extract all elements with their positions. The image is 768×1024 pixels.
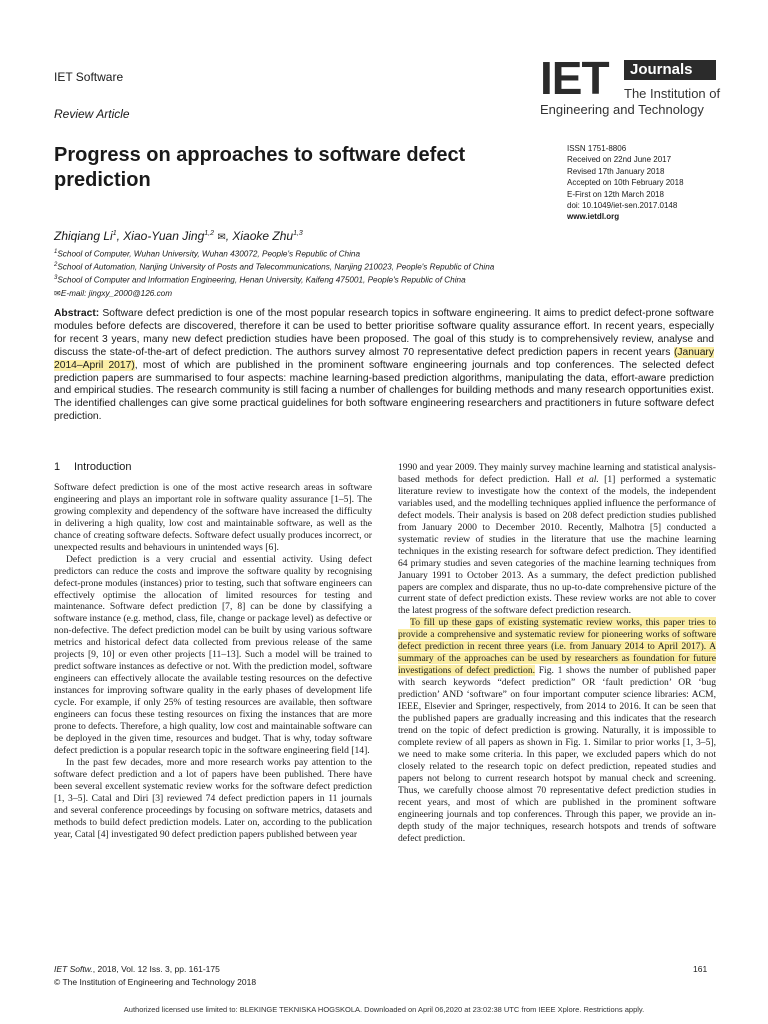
author-separator: , xyxy=(116,229,124,243)
accepted-date: Accepted on 10th February 2018 xyxy=(567,178,684,188)
section-title: Introduction xyxy=(74,461,132,473)
highlighted-text: To fill up these gaps of existing systematic review works, this paper tries to provide a comprehensive and systematic review for pioneering works of software defect prediction in recent three years (i.e. from January 2014 to April 2017). A summary of the approaches can be used by researchers as foundation for future investigations of defect prediction. xyxy=(398,617,716,677)
affiliation-text: School of Computer and Information Engineering, Henan University, Kaifeng 475001, People's Republic of China xyxy=(57,275,466,285)
author-name: Xiao-Yuan Jing xyxy=(123,229,205,243)
journal-name: IET Software xyxy=(54,70,124,84)
affiliation-text: School of Automation, Nanjing University of Posts and Telecommunications, Nanjing 210023, People's Republic of China xyxy=(57,262,495,272)
issn: ISSN 1751-8806 xyxy=(567,144,627,153)
paper-title: Progress on approaches to software defect prediction xyxy=(54,144,466,191)
body-paragraph xyxy=(398,462,716,617)
logo-iet-text: IET xyxy=(540,52,609,104)
affiliation xyxy=(54,262,704,272)
affiliation-text: School of Computer, Wuhan University, Wuhan 430072, People's Republic of China xyxy=(57,249,361,259)
author-name: Xiaoke Zhu xyxy=(232,229,294,243)
body-paragraph: Software defect prediction is one of the most active research areas in software engineering and plays an important role in software quality assurance [1–5]. The growing complexity and dependency of the software have increased the difficulty in delivering a high quality, low cost and maintainable software, as well as the chance of creating software defects. Software defect usually produces incorrect, or unexpected results and behaviours in unintended ways [6]. xyxy=(54,481,372,553)
abstract-highlight: (January 2014–April 2017) xyxy=(54,346,714,371)
revised-date: Revised 17th January 2018 xyxy=(567,166,665,176)
footer-copyright: © The Institution of Engineering and Technology 2018 xyxy=(54,977,257,987)
affiliation-number: 2 xyxy=(54,262,58,268)
body-paragraph: In the past few decades, more and more research works pay attention to the software defect prediction and a lot of papers have been published. There have been several excellent systematic review works for the software defect prediction [1, 3–5]. Catal and Diri [3] reviewed 74 defect prediction papers in 11 journals and several conference proceedings by focusing on software metrics, datasets and methods to build defect prediction models. Later on, according to the publication year, Catal [4] investigated 90 defect prediction papers published between year xyxy=(54,756,372,840)
affiliation xyxy=(54,275,704,285)
section-number: 1 xyxy=(54,461,61,473)
email-line xyxy=(54,288,704,298)
body-text: 1990 and year 2009. They mainly survey machine learning and statistical analysis-based methods for defect prediction. Hall xyxy=(398,462,716,485)
journal-url-link[interactable]: www.ietdl.org xyxy=(567,212,620,222)
footer-volume-info: , 2018, Vol. 12 Iss. 3, pp. 161-175 xyxy=(92,964,220,974)
abstract-text: Software defect prediction is one of the most popular research topics in software engineering. It aims to predict defect-prone software modules before defects are discovered, therefore it can be used to better prioritise software quality assurance effort. In recent years, especially for recent 3 years, many new defect prediction studies have been proposed. The goal of this study is to comprehensively review, analyse and discuss the state-of-the-art of defect prediction. The authors survey almost 70 representative defect prediction papers in recent years xyxy=(54,308,714,358)
author-name: Zhiqiang Li xyxy=(54,229,113,243)
affiliation-number: 3 xyxy=(54,275,58,281)
author-affiliation-sup: 1 xyxy=(112,230,117,237)
efirst-date: E-First on 12th March 2018 xyxy=(567,189,664,199)
footer-journal-abbrev: IET Softw. xyxy=(54,964,93,974)
affiliation xyxy=(54,249,704,259)
affiliation-number: 1 xyxy=(54,249,58,255)
logo-institution-line2: Engineering and Technology xyxy=(540,102,704,117)
body-paragraph xyxy=(398,617,716,844)
received-date: Received on 22nd June 2017 xyxy=(567,155,672,165)
body-text: [1] performed a systematic literature review to investigate how the context of the models, the independent variables used, and the modelling techniques applied influence the performance of defect models. Their analysis is based on 208 defect prediction studies published from January 2000 to December 2010. Recently, Malhotra [5] conducted a systematic review of studies in the literature that use the machine learning techniques in the existing research for software defect prediction. They identified 64 primary studies and seven categories of the machine learning techniques from January 1991 to October 2013. As a summary, the defect prediction published papers are complex and disparate, thus no up-to-date comprehensive picture of the current state of defect prediction exists. These review works are not able to cover the latest progress of the software defect prediction research. xyxy=(398,473,716,617)
doi-link[interactable]: doi: 10.1049/iet-sen.2017.0148 xyxy=(567,201,678,211)
body-column-right xyxy=(398,462,716,845)
article-metadata xyxy=(567,143,737,223)
publisher-logo xyxy=(540,52,721,120)
license-notice: Authorized licensed use limited to: BLEKINGE TEKNISKA HOGSKOLA. Downloaded on April 06,2020 at 23:02:38 UTC from IEEE Xplore. Restrictions apply. xyxy=(123,1005,645,1014)
page-number: 161 xyxy=(693,964,708,974)
abstract-text: , most of which are published in the prominent software engineering journals and top conferences. The selected defect prediction papers are summarised to four aspects: machine learning-based prediction algorithms, manipulating the data, effort-aware prediction and empirical studies. The research community is still facing a number of challenges for building methods and many research opportunities exist. The identified challenges can give some practical guidelines for both software engineering researchers and practitioners in future software defect prediction. xyxy=(54,359,714,423)
body-column-left xyxy=(54,462,372,841)
author-affiliation-sup: 1,2 xyxy=(204,230,214,237)
author-list xyxy=(54,229,303,243)
envelope-icon: ✉ xyxy=(54,289,61,298)
author-separator: , xyxy=(225,229,233,243)
logo-institution-line1: The Institution of xyxy=(624,86,721,101)
corresponding-email[interactable]: E-mail: jingxy_2000@126.com xyxy=(60,289,173,298)
body-text-italic: et al. xyxy=(576,473,599,485)
abstract-label: Abstract: xyxy=(54,308,100,319)
body-paragraph: Defect prediction is a very crucial and essential activity. Using defect predictors can reduce the costs and improve the software quality by recognising defect-prone modules (instances) prior to testing, such that software engineers can effectively optimise the allocation of limited resources for testing and maintenance. Software defect prediction [7, 8] can be done by classifying a software instance (e.g. method, class, file, change or package level) as defective or non-defective. The defect prediction model can be built by using various software metrics and historical defect data collected from previous release of the same projects [9, 10] or even other projects [11–13]. Such a model will be trained to predict software instances as defective or not. With the prediction model, software engineers can effectively allocate the available testing resources on the defective instances for improving software quality in the early phases of development life cycle. For example, if only 25% of testing resources are available, then software engineers can focus these testing resources on fixing the instances that are more prone to defects. Therefore, a high quality, low cost and maintainable software can be deployed in the given time, resources and budget. That is why, today software defect prediction is a popular research topic in the software engineering field [14]. xyxy=(54,553,372,756)
section-heading xyxy=(54,462,372,474)
envelope-icon: ✉ xyxy=(217,232,226,243)
body-text: Fig. 1 shows the number of published paper with search keywords “defect prediction” OR ‘fault prediction’ OR ‘bug prediction’ AND ‘software” on four important computer science libraries: ACM, IEEE, Elsevier and Springer, respectively, from 2014 to 2016. It can be seen that the published papers are gradually increasing and this indicates that the research trend on the topic of defect prediction is growing. Naturally, it is impossible to complete review of all papers as shown in Fig. 1. Similar to prior works [1, 3–5], we need to make some criteria. In this paper, we excluded papers which do not closely related to the research topic on defect prediction, repeated studies and papers not belong to current research hotspot by manual check and screening. Thus, we carefully choose almost 70 representative defect prediction studies in recent years, and most of which are published in the prominent software engineering journals and top conferences. Through this paper, we provide an in-depth study of the major techniques, research hotspots and trends of software defect prediction. xyxy=(398,665,716,844)
author-affiliation-sup: 1,3 xyxy=(293,230,303,237)
article-type: Review Article xyxy=(54,107,130,121)
logo-journals-badge: Journals xyxy=(624,60,716,80)
abstract xyxy=(54,308,714,424)
footer-citation xyxy=(54,964,220,974)
